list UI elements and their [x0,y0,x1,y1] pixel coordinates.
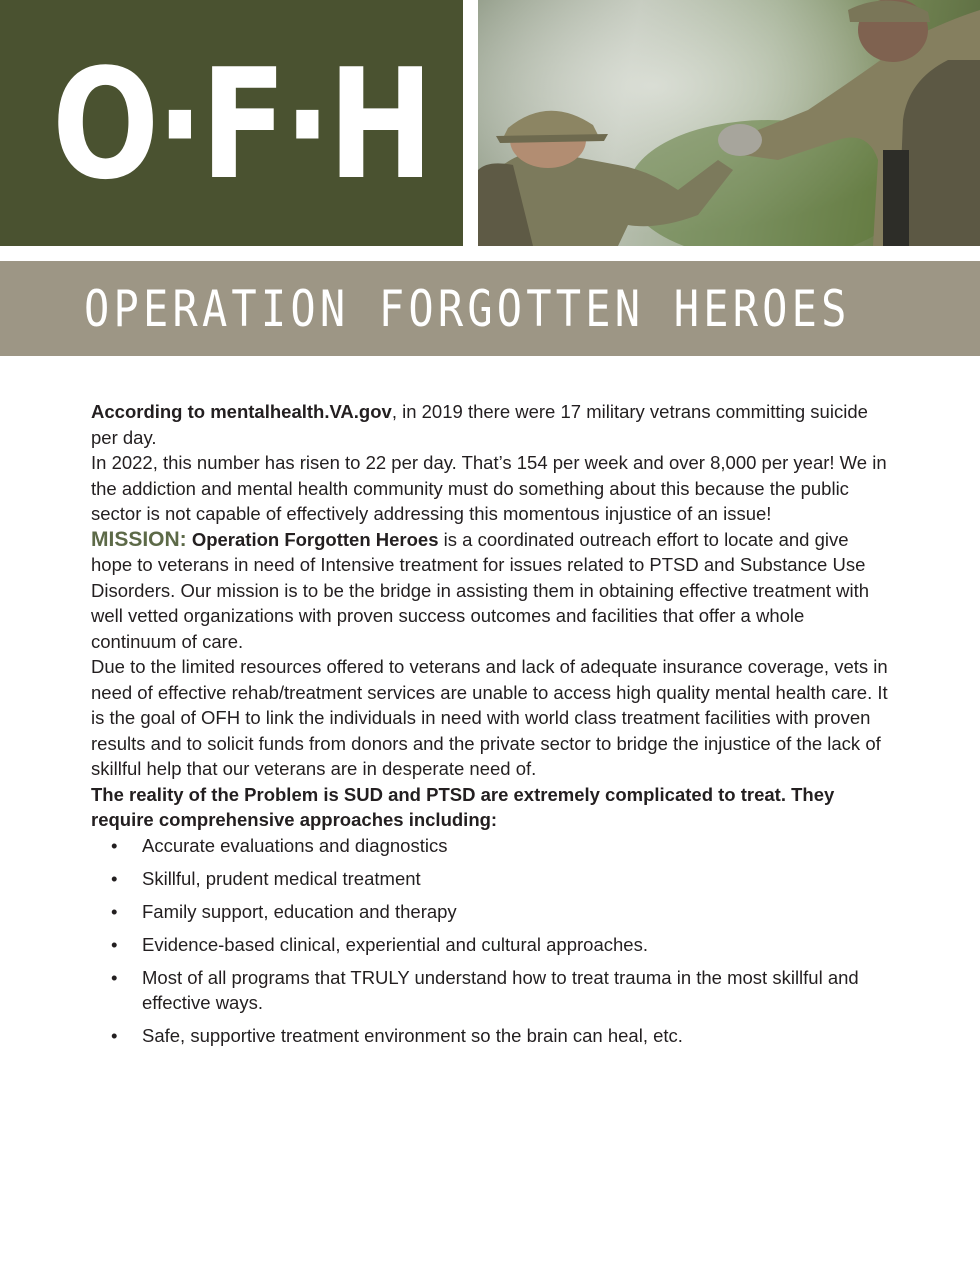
intro-paragraph [91,399,891,450]
list-item [91,965,891,1016]
list-item [91,866,891,892]
bullet-icon: • [111,966,118,988]
list-item [91,1023,891,1049]
soldiers-photo [478,0,980,246]
logo-block [0,0,463,246]
mission-text: is a coordinated outreach effort to locate and give hope to veterans in need of Intensive treatment for issues related to PTSD and Substance Use Disorders. Our mission is to be the bridge in assisting them in obtaining effective treatment with well vetted organizations with proven success outcomes and facilities that offer a whole continuum of care. [91,528,870,652]
approach-list [91,833,891,1049]
source-lead: According to mentalhealth.VA.gov [91,401,392,422]
banner-title: OPERATION FORGOTTEN HEROES [84,279,851,338]
bullet-icon: • [111,900,118,922]
bullet-icon: • [111,933,118,955]
list-item-text: Safe, supportive treatment environment so the brain can heal, etc. [142,1025,683,1046]
list-item [91,899,891,925]
soldiers-illustration [478,0,980,246]
page-header [0,0,980,246]
bullet-icon: • [111,834,118,856]
list-item-text: Skillful, prudent medical treatment [142,867,421,889]
statistics-paragraph: In 2022, this number has risen to 22 per day. That’s 154 per week and over 8,000 per year! We in the addiction and mental health community must do something about this because the public sector is not capable of effectively addressing this momentous injustice of an issue! [91,452,887,524]
list-item-text: Evidence-based clinical, experiential and cultural approaches. [142,933,648,955]
list-item-text: Accurate evaluations and diagnostics [142,834,448,856]
bullet-icon: • [111,867,118,889]
title-banner [0,261,980,356]
mission-organization-name: Operation Forgotten Heroes [191,528,439,550]
mission-label: MISSION: [91,527,187,551]
main-content [91,399,891,1056]
mission-paragraph [91,527,891,655]
problem-heading: The reality of the Problem is SUD and PTSD are extremely complicated to treat. They require comprehensive approaches including: [91,783,835,830]
bullet-icon: • [111,1025,118,1046]
list-item-text: Most of all programs that TRULY understand how to treat trauma in the most skillful and effective ways. [142,966,859,1013]
list-item-text: Family support, education and therapy [142,900,457,922]
list-item [91,833,891,859]
list-item [91,932,891,958]
goal-paragraph: Due to the limited resources offered to veterans and lack of adequate insurance coverage, vets in need of effective rehab/treatment services are unable to access high quality mental health care. It is the goal of OFH to link the individuals in need with world class treatment facilities with proven results and to solicit funds from donors and the private sector to bridge the injustice of the lack of skillful help that our veterans are in desperate need of. [91,656,888,779]
intro-text: , in 2019 there were 17 military vetrans committing suicide per day. [91,401,868,448]
ofh-logo: O·F·H [52,36,431,213]
